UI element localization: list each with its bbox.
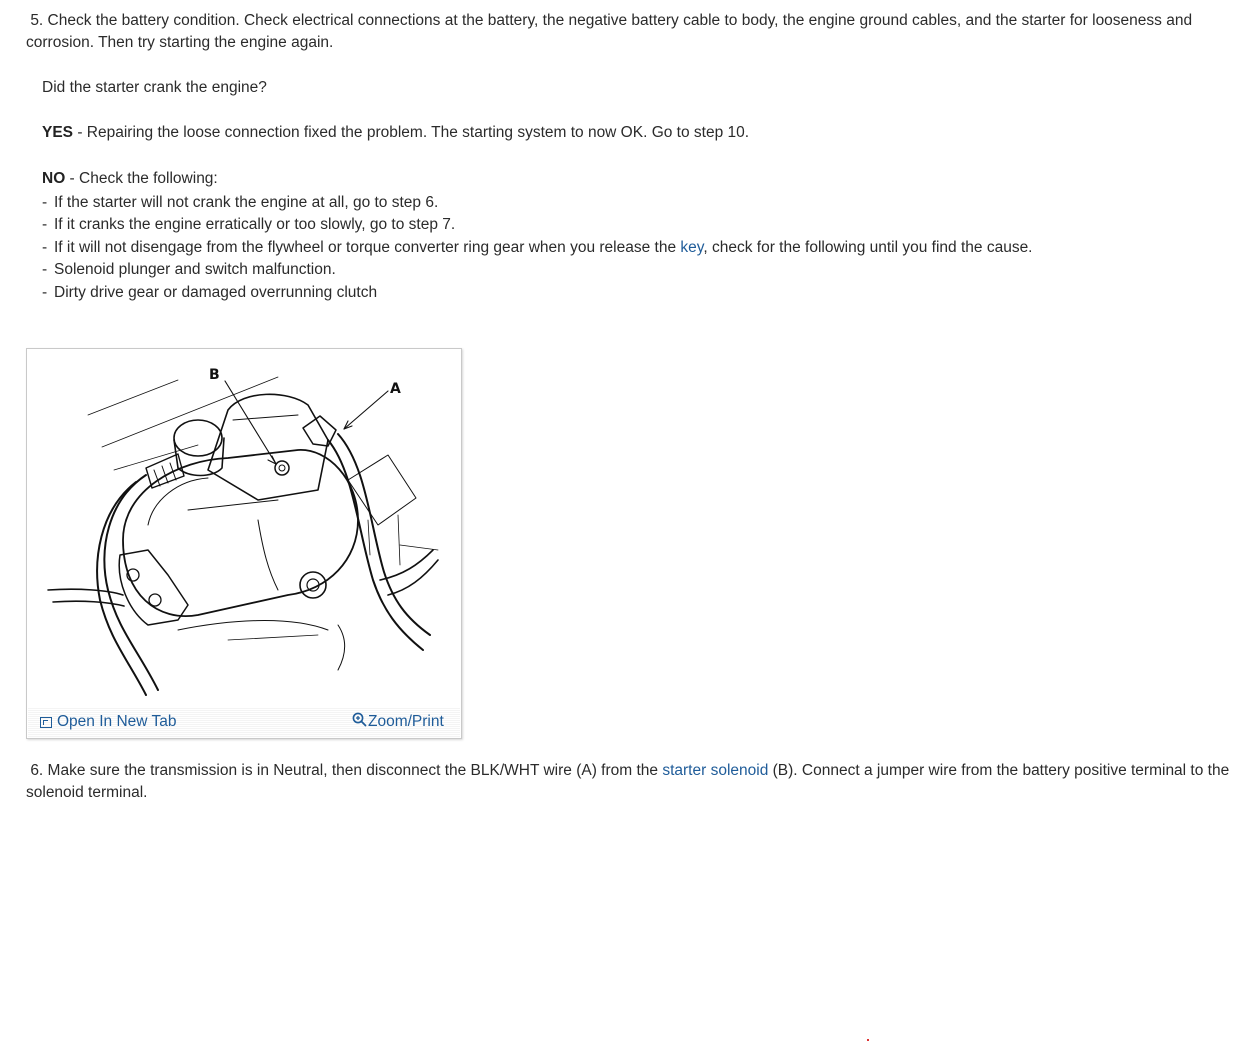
step-5-text (26, 10, 1239, 54)
no-text: - Check the following: (65, 170, 218, 187)
step-6-text (26, 760, 1239, 804)
starter-motor-diagram (28, 350, 460, 706)
yes-label: YES (42, 124, 74, 141)
label-a: A (390, 381, 401, 397)
no-label: NO (42, 170, 66, 187)
open-in-new-tab-label: Open In New Tab (57, 713, 177, 730)
starter-illustration[interactable] (28, 350, 460, 706)
list-item: - If it cranks the engine erratically or too slowly, go to step 7. (42, 216, 456, 233)
list-item: - If it will not disengage from the flywheel or torque converter ring gear when you release the key, check for the following until you find the cause. (42, 239, 1033, 256)
list-item-text: Dirty drive gear or damaged overrunning clutch (54, 284, 378, 301)
list-item-text: Solenoid plunger and switch malfunction. (54, 261, 336, 278)
yes-text: - Repairing the loose connection fixed the problem. The starting system to now OK. Go to step 10. (73, 124, 750, 141)
step-5-question (42, 77, 1239, 99)
list-item-text: If it cranks the engine erratically or too slowly, go to step 7. (54, 216, 456, 233)
list-item: - If the starter will not crank the engine at all, go to step 6. (42, 194, 439, 211)
magnifier-plus-icon (352, 712, 367, 727)
list-item: - Dirty drive gear or damaged overrunning clutch (42, 284, 378, 301)
label-b: B (209, 367, 220, 383)
zoom-print-label: Zoom/Print (368, 713, 444, 730)
question-text: Did the starter crank the engine? (42, 79, 267, 96)
figure-panel (26, 348, 462, 739)
key-link[interactable]: key (680, 239, 704, 256)
list-item-text: If it will not disengage from the flywheel or torque converter ring gear when you release the (54, 239, 681, 256)
step-5-body: 5. Check the battery condition. Check electrical connections at the battery, the negative battery cable to body, the engine ground cables, and the starter for looseness and corrosion. Then try starting the engine again. (26, 12, 1193, 51)
step-6-body-end: (B). Connect a jumper wire from the battery positive terminal to the solenoid terminal. (26, 762, 1230, 801)
figure-toolbar (28, 707, 460, 737)
no-answer (42, 168, 1239, 190)
list-item-text: , check for the following until you find the cause. (703, 239, 1033, 256)
stray-mark (867, 1039, 869, 1041)
zoom-print-link[interactable] (352, 713, 444, 731)
list-item-text: If the starter will not crank the engine at all, go to step 6. (54, 194, 439, 211)
starter-solenoid-link[interactable]: starter solenoid (662, 762, 769, 779)
list-item: - Solenoid plunger and switch malfunction. (42, 261, 336, 278)
yes-answer (42, 122, 1239, 144)
open-in-new-tab-link[interactable] (40, 713, 176, 731)
open-in-new-tab-icon (40, 717, 52, 728)
step-6-body: 6. Make sure the transmission is in Neutral, then disconnect the BLK/WHT wire (A) from the (30, 762, 663, 779)
